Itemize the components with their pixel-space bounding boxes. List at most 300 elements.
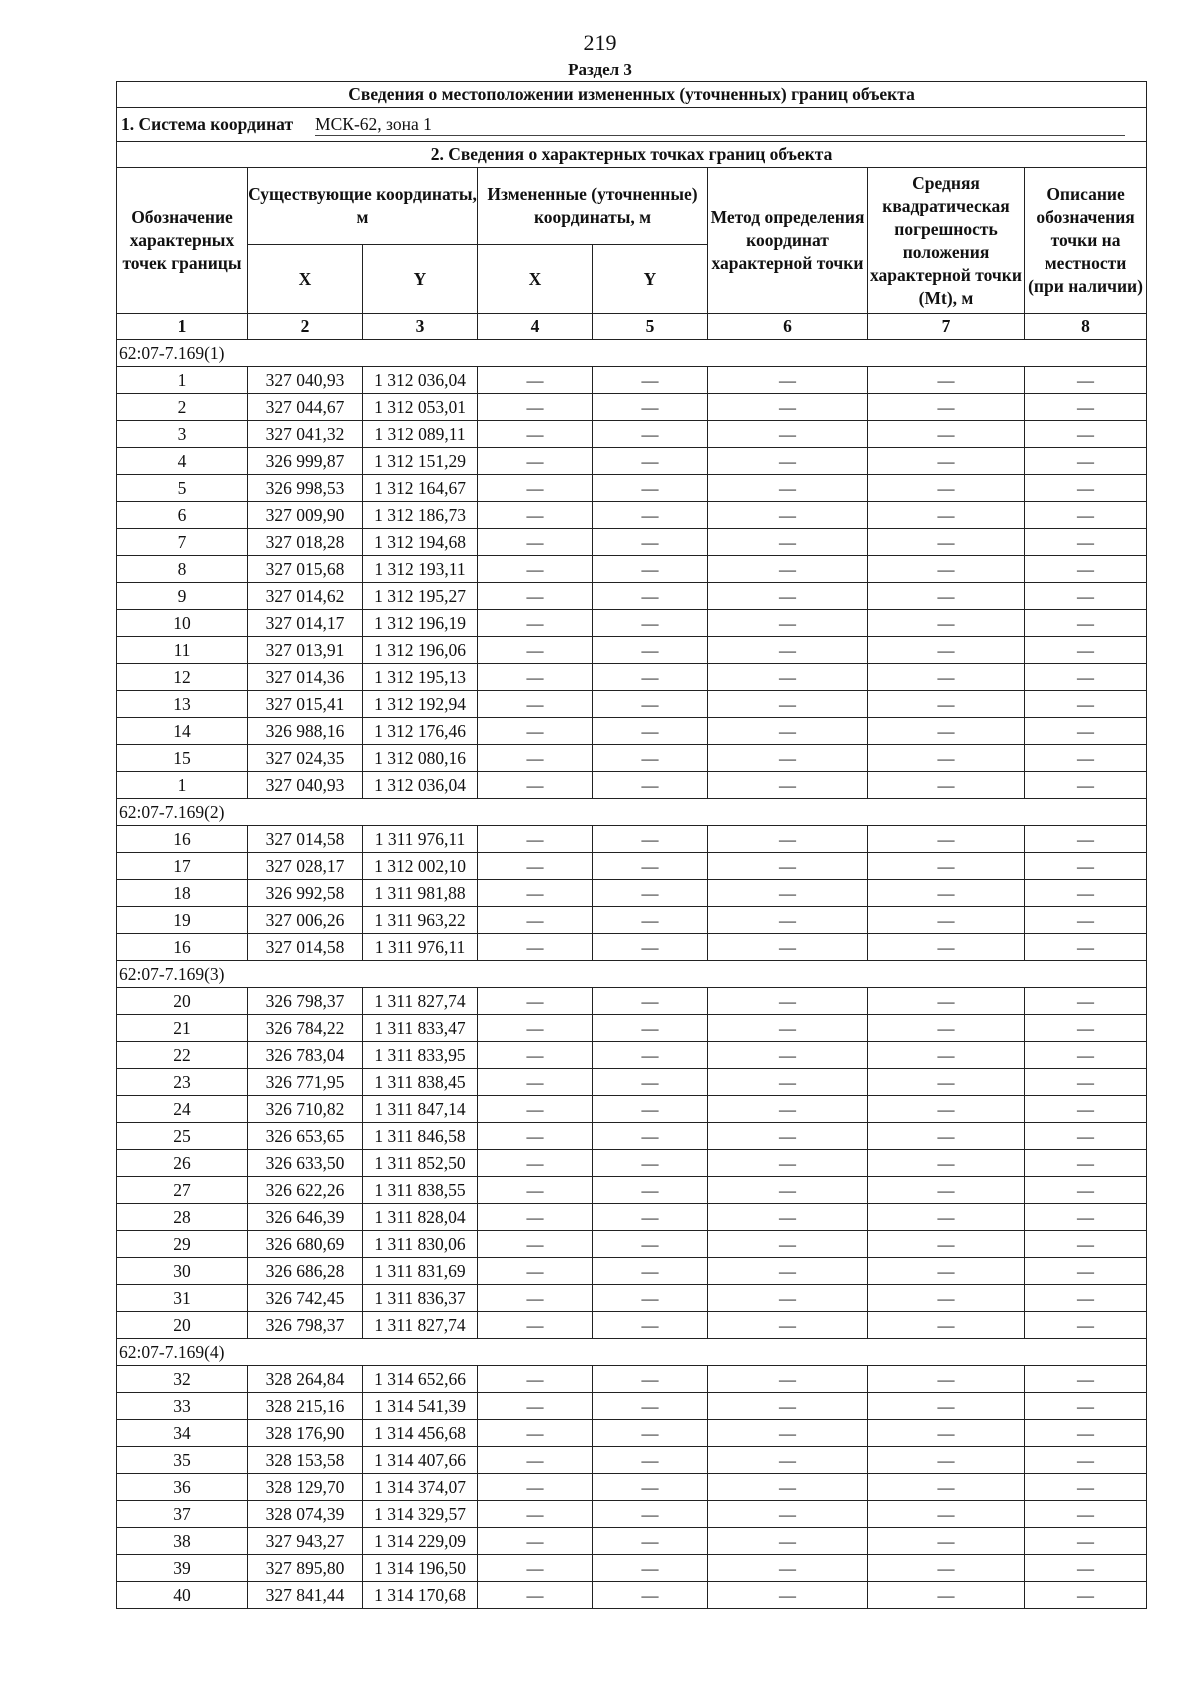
method: —: [708, 1366, 868, 1393]
changed-x: —: [478, 1258, 593, 1285]
table-row: [117, 610, 1147, 637]
point-number: 26: [117, 1150, 248, 1177]
existing-x: 328 074,39: [248, 1501, 363, 1528]
table-row: [117, 745, 1147, 772]
method: —: [708, 1501, 868, 1528]
existing-y: 1 311 827,74: [363, 988, 478, 1015]
method: —: [708, 664, 868, 691]
existing-x: 327 040,93: [248, 367, 363, 394]
changed-y: —: [593, 745, 708, 772]
description: —: [1025, 1555, 1147, 1582]
table-row: [117, 1501, 1147, 1528]
error: —: [868, 1420, 1025, 1447]
method: —: [708, 907, 868, 934]
changed-x: —: [478, 1447, 593, 1474]
changed-y: —: [593, 934, 708, 961]
existing-x: 326 686,28: [248, 1258, 363, 1285]
existing-x: 328 153,58: [248, 1447, 363, 1474]
error: —: [868, 1285, 1025, 1312]
point-number: 9: [117, 583, 248, 610]
table-row: [117, 772, 1147, 799]
point-number: 24: [117, 1096, 248, 1123]
error: —: [868, 475, 1025, 502]
existing-x: 327 015,41: [248, 691, 363, 718]
error: —: [868, 907, 1025, 934]
description: —: [1025, 1528, 1147, 1555]
description: —: [1025, 1312, 1147, 1339]
point-number: 29: [117, 1231, 248, 1258]
error: —: [868, 934, 1025, 961]
header-error: Средняя квадратическая погрешность положения характерной точки (Mt), м: [868, 168, 1025, 314]
existing-x: 327 014,58: [248, 934, 363, 961]
method: —: [708, 1528, 868, 1555]
changed-x: —: [478, 1582, 593, 1609]
description: —: [1025, 367, 1147, 394]
description: —: [1025, 1231, 1147, 1258]
description: —: [1025, 394, 1147, 421]
existing-y: 1 312 194,68: [363, 529, 478, 556]
error: —: [868, 1474, 1025, 1501]
changed-x: —: [478, 691, 593, 718]
point-number: 22: [117, 1042, 248, 1069]
table-row: [117, 907, 1147, 934]
table-row: [117, 1150, 1147, 1177]
existing-y: 1 311 838,55: [363, 1177, 478, 1204]
description: —: [1025, 664, 1147, 691]
point-number: 21: [117, 1015, 248, 1042]
description: —: [1025, 1420, 1147, 1447]
method: —: [708, 1069, 868, 1096]
changed-x: —: [478, 610, 593, 637]
existing-x: 326 742,45: [248, 1285, 363, 1312]
existing-y: 1 314 541,39: [363, 1393, 478, 1420]
method: —: [708, 394, 868, 421]
changed-x: —: [478, 1042, 593, 1069]
table-row: [117, 1285, 1147, 1312]
method: —: [708, 1393, 868, 1420]
header-method: Метод определения координат характерной точки: [708, 168, 868, 314]
error: —: [868, 502, 1025, 529]
table-row: [117, 583, 1147, 610]
changed-x: —: [478, 853, 593, 880]
error: —: [868, 853, 1025, 880]
boundary-points-table: [116, 81, 1147, 1609]
existing-y: 1 311 831,69: [363, 1258, 478, 1285]
existing-x: 326 680,69: [248, 1231, 363, 1258]
existing-y: 1 314 407,66: [363, 1447, 478, 1474]
existing-x: 327 018,28: [248, 529, 363, 556]
existing-y: 1 311 830,06: [363, 1231, 478, 1258]
error: —: [868, 1393, 1025, 1420]
changed-y: —: [593, 1231, 708, 1258]
description: —: [1025, 1285, 1147, 1312]
existing-y: 1 312 176,46: [363, 718, 478, 745]
page-number: 219: [583, 30, 617, 55]
error: —: [868, 1150, 1025, 1177]
group-row: [117, 961, 1147, 988]
changed-x: —: [478, 1015, 593, 1042]
error: —: [868, 691, 1025, 718]
existing-x: 328 264,84: [248, 1366, 363, 1393]
error: —: [868, 610, 1025, 637]
changed-y: —: [593, 1123, 708, 1150]
table-row: [117, 529, 1147, 556]
changed-x: —: [478, 1204, 593, 1231]
changed-y: —: [593, 1204, 708, 1231]
error: —: [868, 1528, 1025, 1555]
table-row: [117, 1447, 1147, 1474]
changed-x: —: [478, 1069, 593, 1096]
group-label: 62:07-7.169(1): [117, 340, 1147, 367]
changed-x: —: [478, 1123, 593, 1150]
header-existing-coordinates: Существующие координаты, м: [248, 168, 478, 245]
existing-y: 1 314 374,07: [363, 1474, 478, 1501]
existing-y: 1 311 852,50: [363, 1150, 478, 1177]
description: —: [1025, 1582, 1147, 1609]
changed-x: —: [478, 772, 593, 799]
column-number: 4: [478, 314, 593, 340]
changed-y: —: [593, 880, 708, 907]
existing-y: 1 311 976,11: [363, 826, 478, 853]
point-number: 7: [117, 529, 248, 556]
existing-x: 327 895,80: [248, 1555, 363, 1582]
table-row: [117, 1042, 1147, 1069]
changed-x: —: [478, 394, 593, 421]
description: —: [1025, 880, 1147, 907]
description: —: [1025, 1177, 1147, 1204]
changed-x: —: [478, 1177, 593, 1204]
existing-y: 1 311 833,95: [363, 1042, 478, 1069]
coordinate-system-row: [117, 108, 1147, 142]
description: —: [1025, 1096, 1147, 1123]
error: —: [868, 988, 1025, 1015]
point-number: 12: [117, 664, 248, 691]
table-row: [117, 934, 1147, 961]
method: —: [708, 367, 868, 394]
changed-x: —: [478, 1096, 593, 1123]
changed-x: —: [478, 1474, 593, 1501]
group-label: 62:07-7.169(2): [117, 799, 1147, 826]
points-section-title: 2. Сведения о характерных точках границ объекта: [117, 142, 1147, 168]
description: —: [1025, 1015, 1147, 1042]
description: —: [1025, 1258, 1147, 1285]
point-number: 35: [117, 1447, 248, 1474]
point-number: 16: [117, 934, 248, 961]
description: —: [1025, 1042, 1147, 1069]
header-existing-x: X: [248, 245, 363, 314]
error: —: [868, 1096, 1025, 1123]
changed-y: —: [593, 1393, 708, 1420]
changed-x: —: [478, 988, 593, 1015]
existing-y: 1 312 195,13: [363, 664, 478, 691]
table-row: [117, 664, 1147, 691]
existing-x: 326 771,95: [248, 1069, 363, 1096]
changed-y: —: [593, 367, 708, 394]
table-row: [117, 1015, 1147, 1042]
method: —: [708, 1231, 868, 1258]
description: —: [1025, 1366, 1147, 1393]
table-row: [117, 718, 1147, 745]
error: —: [868, 583, 1025, 610]
existing-y: 1 311 828,04: [363, 1204, 478, 1231]
table-row: [117, 826, 1147, 853]
table-row: [117, 1204, 1147, 1231]
table-row: [117, 1393, 1147, 1420]
existing-x: 326 798,37: [248, 988, 363, 1015]
table-row: [117, 421, 1147, 448]
changed-y: —: [593, 1150, 708, 1177]
table-row: [117, 1528, 1147, 1555]
description: —: [1025, 583, 1147, 610]
method: —: [708, 988, 868, 1015]
error: —: [868, 1258, 1025, 1285]
table-row: [117, 1474, 1147, 1501]
changed-x: —: [478, 907, 593, 934]
error: —: [868, 421, 1025, 448]
changed-y: —: [593, 664, 708, 691]
existing-x: 327 041,32: [248, 421, 363, 448]
description: —: [1025, 691, 1147, 718]
changed-y: —: [593, 1447, 708, 1474]
point-number: 5: [117, 475, 248, 502]
description: —: [1025, 988, 1147, 1015]
description: —: [1025, 610, 1147, 637]
changed-y: —: [593, 1042, 708, 1069]
point-number: 13: [117, 691, 248, 718]
error: —: [868, 1042, 1025, 1069]
method: —: [708, 1096, 868, 1123]
point-number: 11: [117, 637, 248, 664]
existing-x: 326 646,39: [248, 1204, 363, 1231]
column-number: 2: [248, 314, 363, 340]
point-number: 8: [117, 556, 248, 583]
method: —: [708, 556, 868, 583]
error: —: [868, 556, 1025, 583]
error: —: [868, 880, 1025, 907]
changed-y: —: [593, 394, 708, 421]
method: —: [708, 448, 868, 475]
existing-x: 327 014,62: [248, 583, 363, 610]
error: —: [868, 1177, 1025, 1204]
existing-x: 326 633,50: [248, 1150, 363, 1177]
changed-x: —: [478, 1420, 593, 1447]
table-row: [117, 1123, 1147, 1150]
point-number: 38: [117, 1528, 248, 1555]
existing-x: 326 783,04: [248, 1042, 363, 1069]
description: —: [1025, 907, 1147, 934]
changed-x: —: [478, 1528, 593, 1555]
description: —: [1025, 1204, 1147, 1231]
group-row: [117, 799, 1147, 826]
error: —: [868, 772, 1025, 799]
existing-y: 1 312 195,27: [363, 583, 478, 610]
existing-y: 1 312 196,06: [363, 637, 478, 664]
changed-y: —: [593, 1285, 708, 1312]
existing-y: 1 311 846,58: [363, 1123, 478, 1150]
existing-y: 1 311 963,22: [363, 907, 478, 934]
changed-y: —: [593, 826, 708, 853]
changed-x: —: [478, 745, 593, 772]
changed-y: —: [593, 1555, 708, 1582]
changed-y: —: [593, 718, 708, 745]
changed-y: —: [593, 421, 708, 448]
changed-y: —: [593, 1582, 708, 1609]
method: —: [708, 934, 868, 961]
error: —: [868, 394, 1025, 421]
changed-y: —: [593, 1015, 708, 1042]
existing-x: 327 014,17: [248, 610, 363, 637]
table-row: [117, 1366, 1147, 1393]
point-number: 27: [117, 1177, 248, 1204]
point-number: 23: [117, 1069, 248, 1096]
header-description: Описание обозначения точки на местности (при наличии): [1025, 168, 1147, 314]
method: —: [708, 853, 868, 880]
column-number: 6: [708, 314, 868, 340]
table-row: [117, 475, 1147, 502]
existing-y: 1 311 838,45: [363, 1069, 478, 1096]
table-title: Сведения о местоположении измененных (уточненных) границ объекта: [117, 82, 1147, 108]
existing-y: 1 312 080,16: [363, 745, 478, 772]
point-number: 14: [117, 718, 248, 745]
method: —: [708, 1042, 868, 1069]
changed-y: —: [593, 502, 708, 529]
existing-x: 326 653,65: [248, 1123, 363, 1150]
changed-x: —: [478, 934, 593, 961]
changed-x: —: [478, 529, 593, 556]
method: —: [708, 772, 868, 799]
table-row: [117, 367, 1147, 394]
header-designation: Обозначение характерных точек границы: [117, 168, 248, 314]
existing-x: 326 992,58: [248, 880, 363, 907]
point-number: 20: [117, 1312, 248, 1339]
description: —: [1025, 421, 1147, 448]
point-number: 25: [117, 1123, 248, 1150]
changed-y: —: [593, 448, 708, 475]
changed-x: —: [478, 583, 593, 610]
table-row: [117, 502, 1147, 529]
error: —: [868, 826, 1025, 853]
description: —: [1025, 745, 1147, 772]
coordinate-system-value: МСК-62, зона 1: [315, 114, 1125, 136]
changed-x: —: [478, 880, 593, 907]
column-number: 1: [117, 314, 248, 340]
table-row: [117, 1258, 1147, 1285]
changed-y: —: [593, 907, 708, 934]
existing-x: 327 024,35: [248, 745, 363, 772]
existing-y: 1 312 053,01: [363, 394, 478, 421]
existing-y: 1 312 089,11: [363, 421, 478, 448]
table-row: [117, 691, 1147, 718]
description: —: [1025, 637, 1147, 664]
existing-y: 1 314 229,09: [363, 1528, 478, 1555]
changed-y: —: [593, 988, 708, 1015]
method: —: [708, 1258, 868, 1285]
changed-x: —: [478, 556, 593, 583]
changed-x: —: [478, 475, 593, 502]
existing-y: 1 312 036,04: [363, 367, 478, 394]
changed-y: —: [593, 1420, 708, 1447]
error: —: [868, 1582, 1025, 1609]
changed-y: —: [593, 1096, 708, 1123]
description: —: [1025, 448, 1147, 475]
changed-x: —: [478, 826, 593, 853]
existing-y: 1 314 196,50: [363, 1555, 478, 1582]
existing-y: 1 312 151,29: [363, 448, 478, 475]
error: —: [868, 664, 1025, 691]
point-number: 28: [117, 1204, 248, 1231]
point-number: 1: [117, 367, 248, 394]
method: —: [708, 1447, 868, 1474]
description: —: [1025, 1474, 1147, 1501]
error: —: [868, 1447, 1025, 1474]
group-row: [117, 340, 1147, 367]
method: —: [708, 1285, 868, 1312]
existing-x: 326 784,22: [248, 1015, 363, 1042]
error: —: [868, 448, 1025, 475]
changed-x: —: [478, 1555, 593, 1582]
point-number: 6: [117, 502, 248, 529]
method: —: [708, 421, 868, 448]
changed-y: —: [593, 691, 708, 718]
point-number: 16: [117, 826, 248, 853]
changed-y: —: [593, 475, 708, 502]
existing-x: 328 129,70: [248, 1474, 363, 1501]
header-changed-x: X: [478, 245, 593, 314]
existing-x: 326 999,87: [248, 448, 363, 475]
group-label: 62:07-7.169(4): [117, 1339, 1147, 1366]
table-row: [117, 1069, 1147, 1096]
method: —: [708, 1474, 868, 1501]
changed-y: —: [593, 1501, 708, 1528]
error: —: [868, 1069, 1025, 1096]
table-row: [117, 448, 1147, 475]
changed-x: —: [478, 1285, 593, 1312]
method: —: [708, 1015, 868, 1042]
error: —: [868, 1555, 1025, 1582]
method: —: [708, 880, 868, 907]
changed-x: —: [478, 1366, 593, 1393]
error: —: [868, 1501, 1025, 1528]
existing-x: 327 044,67: [248, 394, 363, 421]
point-number: 17: [117, 853, 248, 880]
existing-x: 327 014,58: [248, 826, 363, 853]
point-number: 31: [117, 1285, 248, 1312]
description: —: [1025, 1393, 1147, 1420]
changed-y: —: [593, 1528, 708, 1555]
error: —: [868, 637, 1025, 664]
description: —: [1025, 529, 1147, 556]
point-number: 1: [117, 772, 248, 799]
method: —: [708, 826, 868, 853]
existing-x: 327 006,26: [248, 907, 363, 934]
description: —: [1025, 475, 1147, 502]
coordinate-system-label: 1. Система координат: [121, 114, 294, 134]
table-row: [117, 1312, 1147, 1339]
description: —: [1025, 1447, 1147, 1474]
group-label: 62:07-7.169(3): [117, 961, 1147, 988]
point-number: 40: [117, 1582, 248, 1609]
existing-y: 1 314 329,57: [363, 1501, 478, 1528]
point-number: 15: [117, 745, 248, 772]
error: —: [868, 1015, 1025, 1042]
description: —: [1025, 556, 1147, 583]
error: —: [868, 1204, 1025, 1231]
existing-x: 328 215,16: [248, 1393, 363, 1420]
changed-x: —: [478, 718, 593, 745]
changed-y: —: [593, 1177, 708, 1204]
table-row: [117, 880, 1147, 907]
description: —: [1025, 1501, 1147, 1528]
